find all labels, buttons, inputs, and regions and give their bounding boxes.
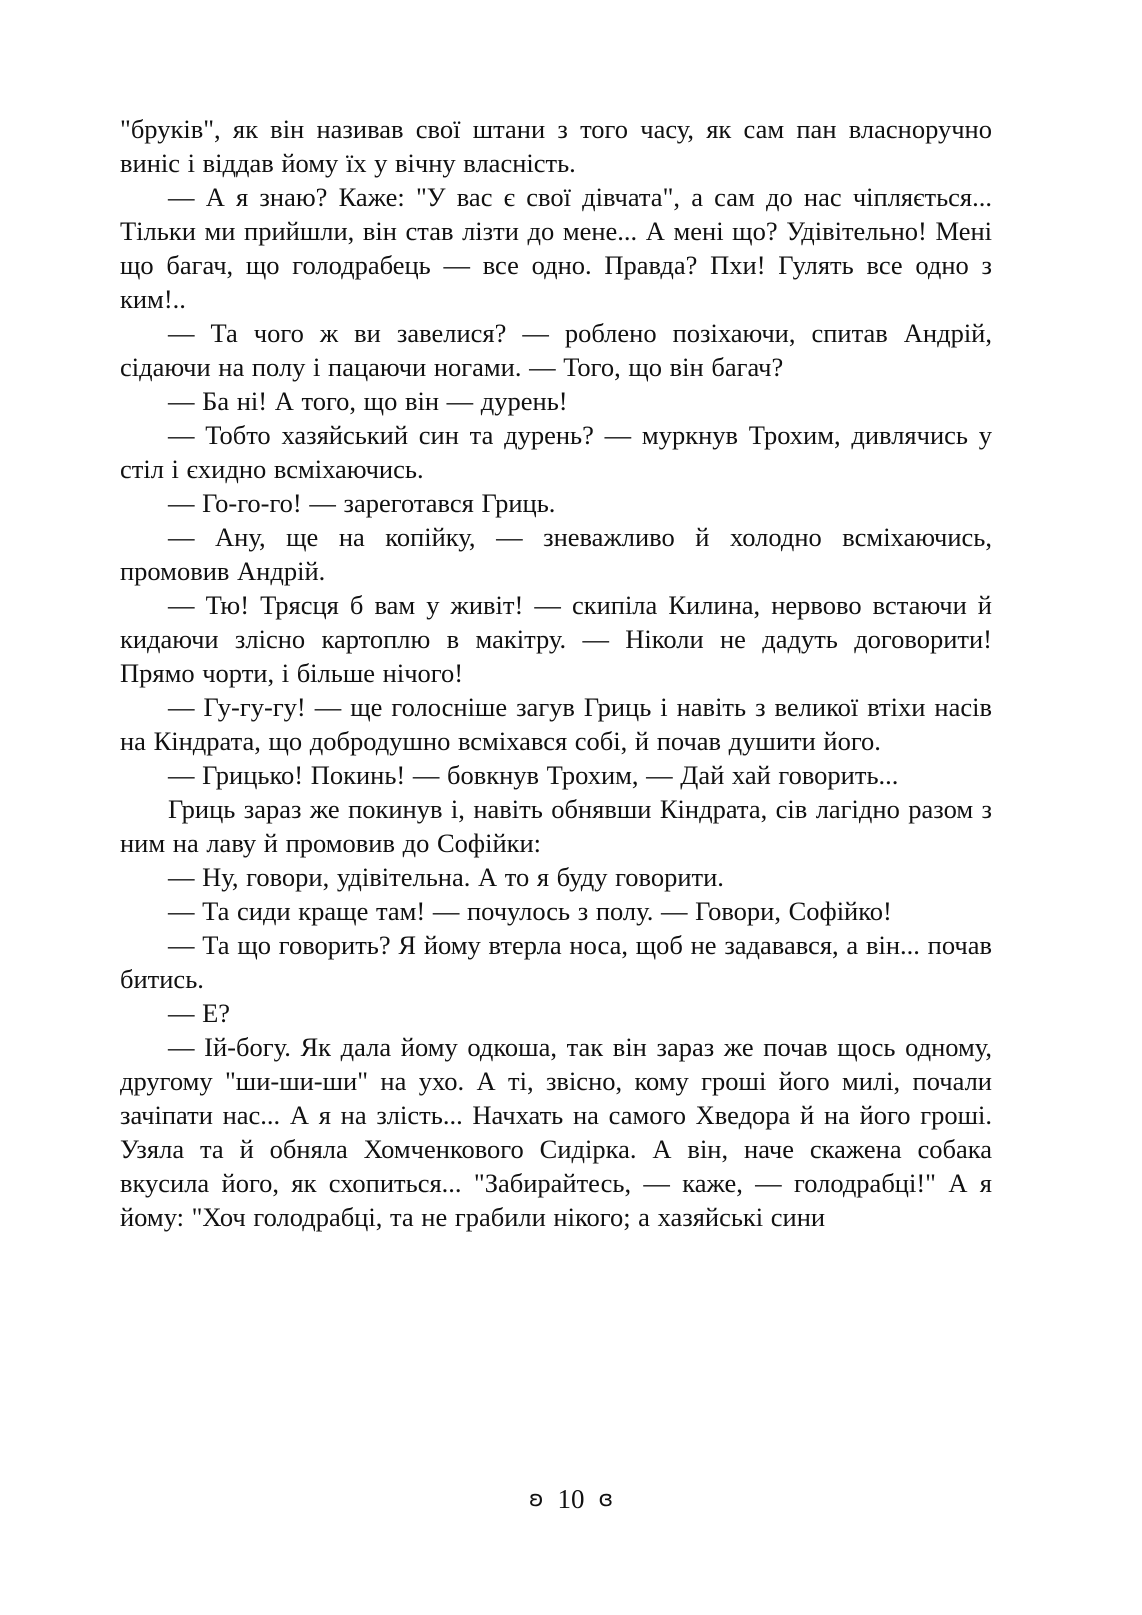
paragraph: — А я знаю? Каже: "У вас є свої дівчата", а сам до нас чіпляється... Тільки ми прийшли, він став лізти до мене... А мені що? Удівітельно! Мені що багач, що голодрабець — все одно. Правда? Пхи! Гулять все одно з ким!.. xyxy=(120,182,992,314)
paragraph: — Та що говорить? Я йому втерла носа, щоб не задавався, а він... почав битись. xyxy=(120,930,992,994)
page-text xyxy=(120,112,992,1234)
paragraph: "бруків", як він називав свої штани з того часу, як сам пан власноручно виніс і віддав йому їх у вічну власність. xyxy=(120,114,992,178)
paragraph: — Тю! Трясця б вам у живіт! — скипіла Килина, нервово встаючи й кидаючи злісно картоплю в макітру. — Ніколи не дадуть договорити! Прямо чорти, і більше нічого! xyxy=(120,590,992,688)
paragraph: — Е? xyxy=(168,998,231,1028)
paragraph: — Гу-гу-гу! — ще голосніше загув Гриць і навіть з великої втіхи насів на Кіндрата, що добродушно всміхався собі, й почав душити його. xyxy=(120,692,992,756)
paragraph: — Та сиди краще там! — почулось з полу. — Говори, Софійко! xyxy=(168,896,892,926)
page-number: 10 xyxy=(557,1484,585,1514)
paragraph: — Грицько! Покинь! — бовкнув Трохим, — Дай хай говорить... xyxy=(168,760,899,790)
footer-ornament-right-icon: ɞ xyxy=(598,1487,614,1512)
paragraph: — Ну, говори, удівітельна. А то я буду говорити. xyxy=(168,862,724,892)
paragraph: — Ба ні! А того, що він — дурень! xyxy=(168,386,568,416)
paragraph: — Та чого ж ви завелися? — роблено позіхаючи, спитав Андрій, сідаючи на полу і пацаючи ногами. — Того, що він багач? xyxy=(120,318,992,382)
paragraph: — Тобто хазяйський син та дурень? — муркнув Трохим, дивлячись у стіл і єхидно всміхаючись. xyxy=(120,420,992,484)
footer-ornament-left-icon: ʚ xyxy=(528,1487,544,1512)
paragraph: — Ій-богу. Як дала йому одкоша, так він зараз же почав щось одному, другому "ши-ши-ши" на ухо. А ті, звісно, кому гроші його милі, почали зачіпати нас... А я на злість... Начхать на самого Хведора й на його гроші. Узяла та й обняла Хомченкового Сидірка. А він, наче скажена собака вкусила його, як схопиться... "Забирайтесь, — каже, — голодрабці!" А я йому: "Хоч голодрабці, та не грабили нікого; а хазяйські сини xyxy=(120,1032,992,1232)
page-footer xyxy=(0,1482,1142,1519)
paragraph: Гриць зараз же покинув і, навіть обнявши Кіндрата, сів лагідно разом з ним на лаву й промовив до Софійки: xyxy=(120,794,992,858)
paragraph: — Го-го-го! — зареготався Гриць. xyxy=(168,488,556,518)
paragraph: — Ану, ще на копійку, — зневажливо й холодно всміхаючись, промовив Андрій. xyxy=(120,522,992,586)
